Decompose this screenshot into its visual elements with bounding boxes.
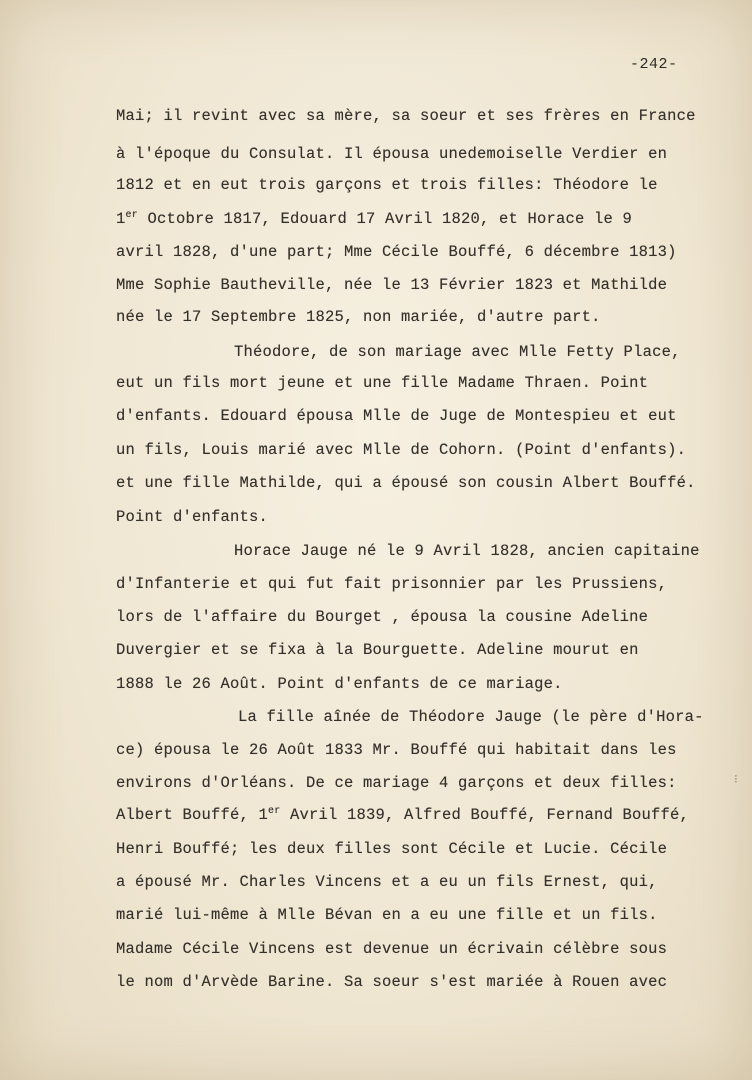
- superscript-er: er: [125, 210, 138, 221]
- text-line-5: avril 1828, d'une part; Mme Cécile Bouffé, 6 décembre 1813): [116, 243, 677, 261]
- text-line-9: eut un fils mort jeune et une fille Madame Thraen. Point: [116, 374, 649, 392]
- text-line-16: lors de l'affaire du Bourget , épousa la cousine Adeline: [116, 608, 649, 626]
- text-line-19: La fille aînée de Théodore Jauge (le père d'Hora-: [238, 708, 704, 726]
- text-line-24: a épousé Mr. Charles Vincens et a eu un fils Ernest, qui,: [116, 873, 658, 891]
- text-line-22: [116, 806, 689, 824]
- text-line-22-prefix: Albert Bouffé, 1: [116, 806, 269, 824]
- text-line-27: le nom d'Arvède Barine. Sa soeur s'est mariée à Rouen avec: [116, 973, 668, 991]
- text-line-10: d'enfants. Edouard épousa Mlle de Juge de Montespieu et eut: [116, 407, 677, 425]
- text-line-8: Théodore, de son mariage avec Mlle Fetty Place,: [234, 343, 681, 361]
- text-line-25: marié lui-même à Mlle Bévan en a eu une fille et un fils.: [116, 906, 658, 924]
- text-line-14: Horace Jauge né le 9 Avril 1828, ancien capitaine: [234, 542, 700, 560]
- text-line-15: d'Infanterie et qui fut fait prisonnier par les Prussiens,: [116, 575, 668, 593]
- text-line-4-prefix: 1: [116, 210, 126, 228]
- text-line-23: Henri Bouffé; les deux filles sont Cécile et Lucie. Cécile: [116, 840, 668, 858]
- text-line-26: Madame Cécile Vincens est devenue un écrivain célèbre sous: [116, 940, 668, 958]
- text-line-7: née le 17 Septembre 1825, non mariée, d'autre part.: [116, 308, 601, 326]
- text-line-1: Mai; il revint avec sa mère, sa soeur et ses frères en France: [116, 107, 696, 125]
- text-line-20: ce) épousa le 26 Août 1833 Mr. Bouffé qui habitait dans les: [116, 741, 677, 759]
- page-number: -242-: [630, 56, 678, 73]
- text-line-3: 1812 et en eut trois garçons et trois filles: Théodore le: [116, 176, 658, 194]
- text-line-11: un fils, Louis marié avec Mlle de Cohorn. (Point d'enfants).: [116, 441, 687, 459]
- text-line-12: et une fille Mathilde, qui a épousé son cousin Albert Bouffé.: [116, 474, 696, 492]
- superscript-er-2: er: [268, 806, 281, 817]
- text-line-18: 1888 le 26 Août. Point d'enfants de ce mariage.: [116, 675, 563, 693]
- text-line-22-rest: Avril 1839, Alfred Bouffé, Fernand Bouffé,: [289, 806, 690, 824]
- text-line-17: Duvergier et se fixa à la Bourguette. Adeline mourut en: [116, 641, 639, 659]
- text-line-4-rest: Octobre 1817, Edouard 17 Avril 1820, et Horace le 9: [147, 210, 633, 228]
- text-line-21: environs d'Orléans. De ce mariage 4 garçons et deux filles:: [116, 774, 677, 792]
- margin-ink-mark: ⁝: [734, 773, 738, 787]
- text-line-2: à l'époque du Consulat. Il épousa unedemoiselle Verdier en: [116, 145, 668, 163]
- text-line-6: Mme Sophie Bautheville, née le 13 Février 1823 et Mathilde: [116, 276, 668, 294]
- text-line-4: [116, 210, 632, 228]
- text-line-13: Point d'enfants.: [116, 508, 269, 526]
